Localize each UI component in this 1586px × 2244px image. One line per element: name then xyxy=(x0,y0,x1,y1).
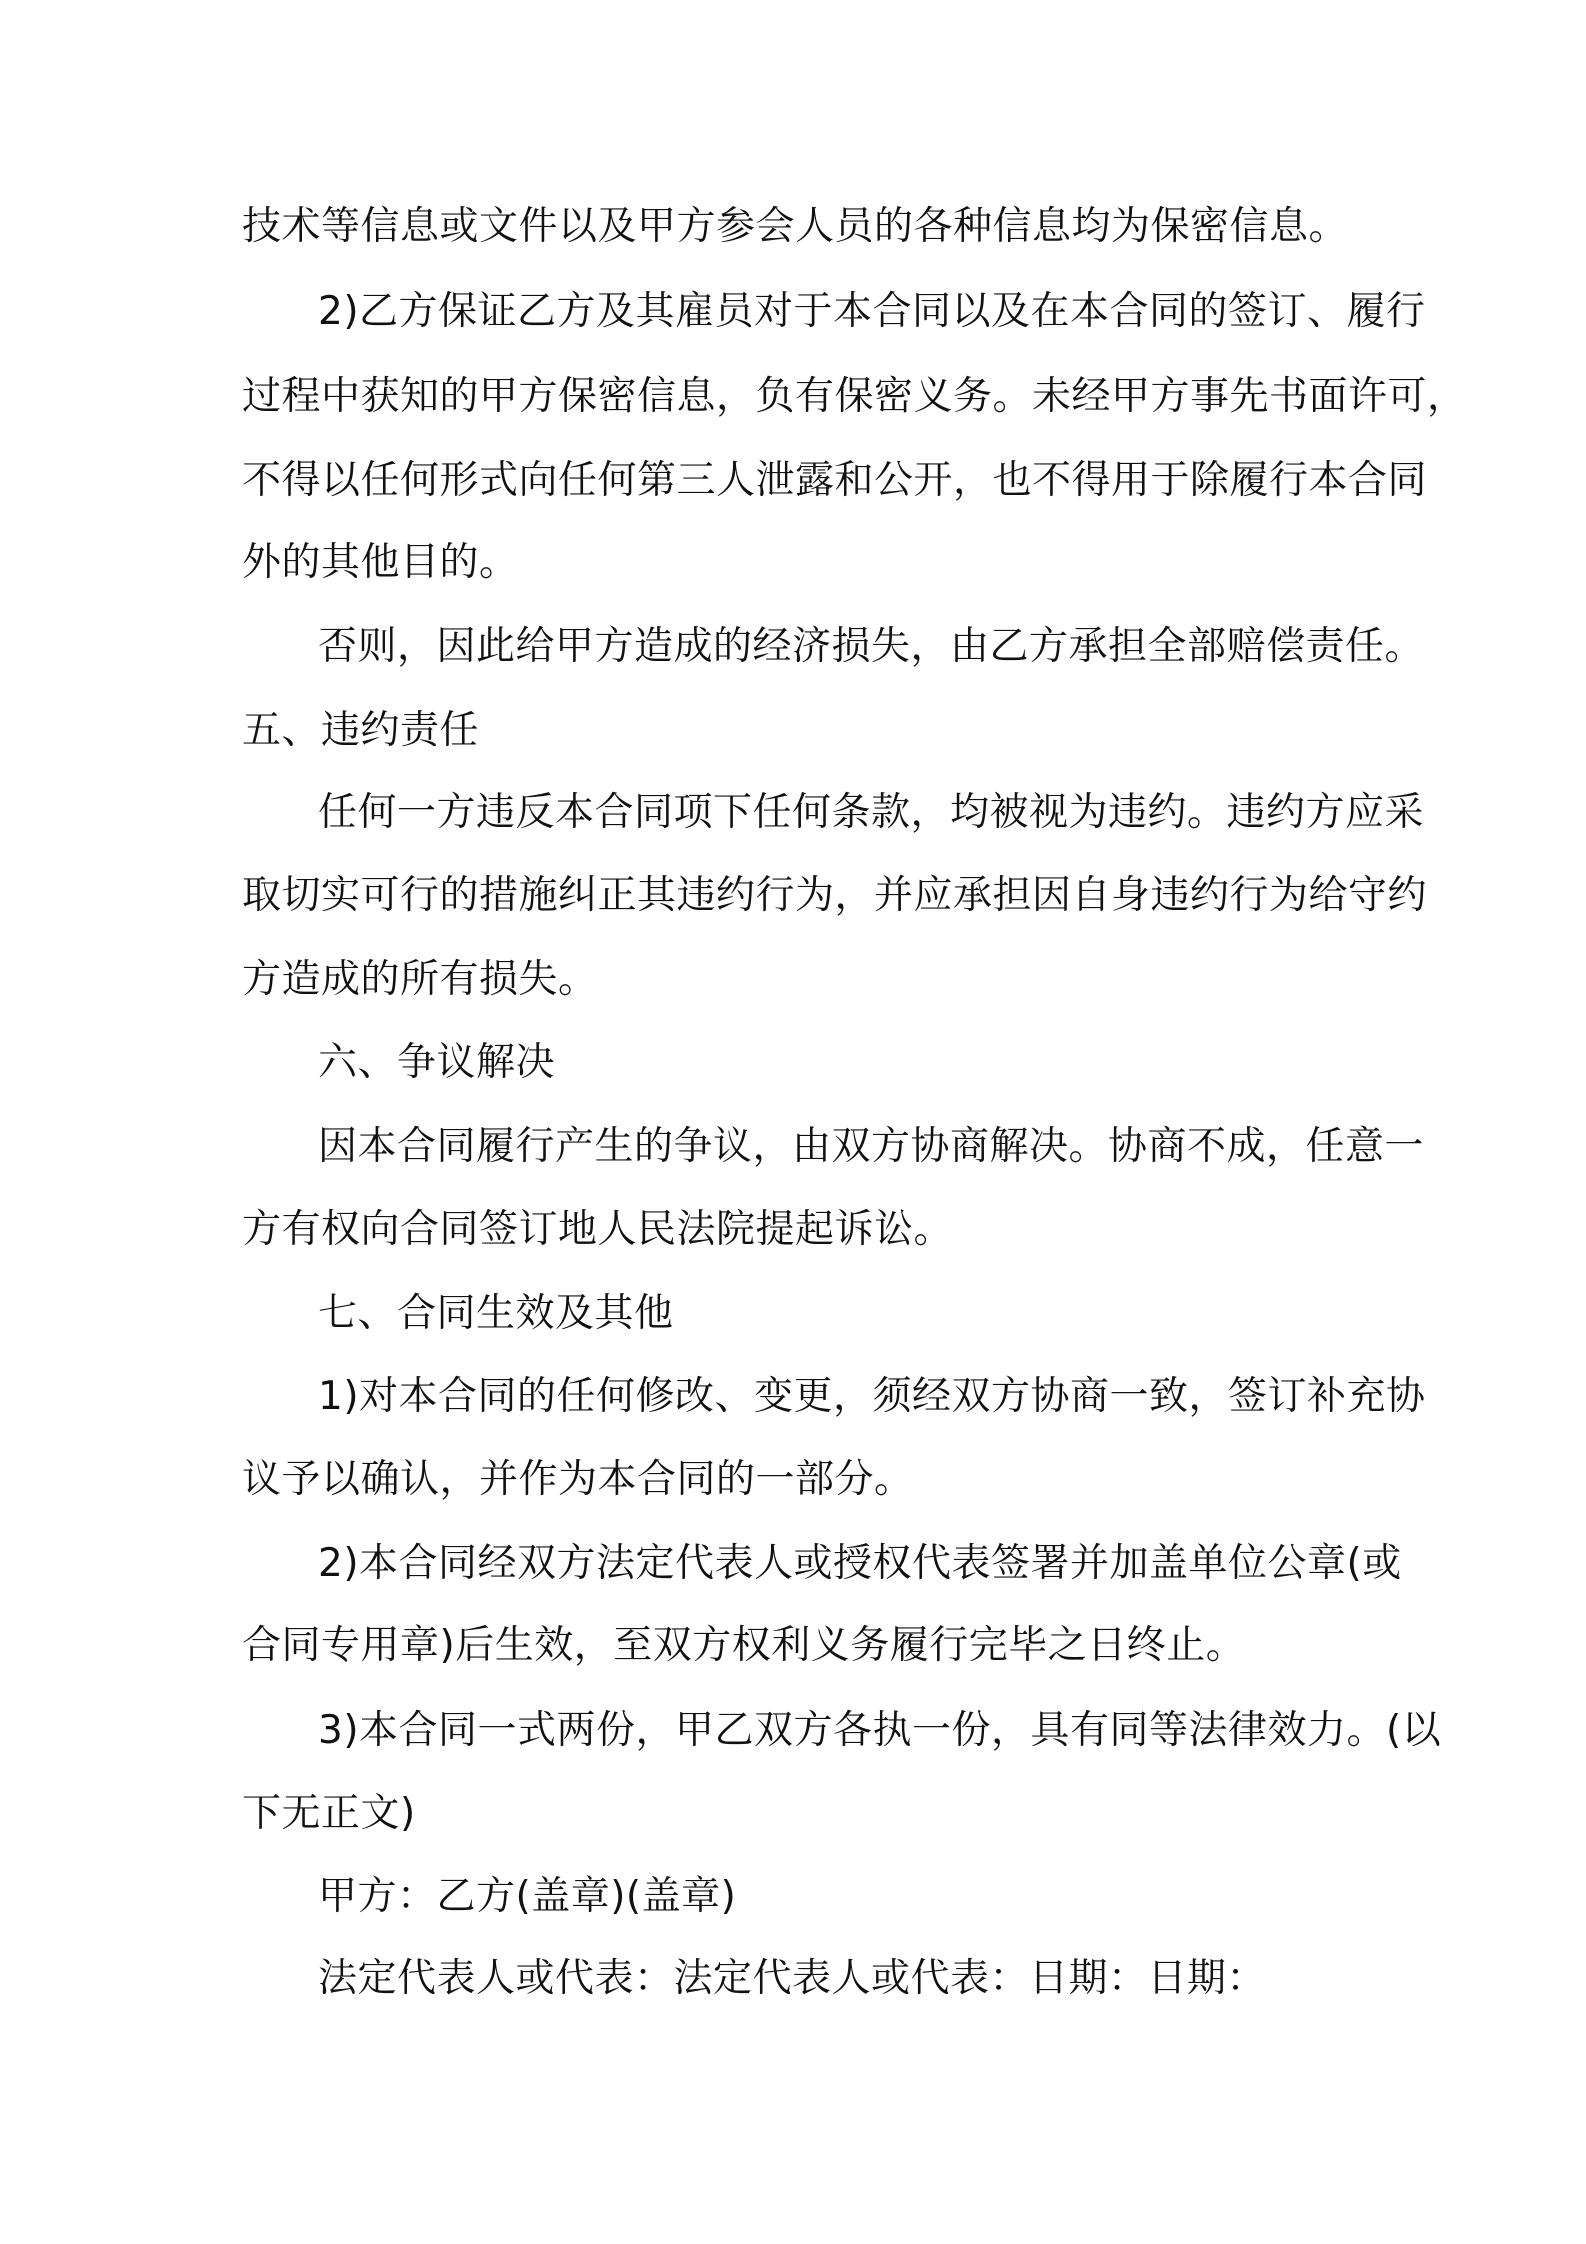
section-heading: 六、争议解决 xyxy=(318,1040,556,1085)
text-line: 因本合同履行产生的争议，由双方协商解决。协商不成，任意一 xyxy=(318,1124,1425,1169)
signature-parties: 甲方：乙方(盖章)(盖章) xyxy=(318,1874,737,1919)
text-line: 过程中获知的甲方保密信息，负有保密义务。未经甲方事先书面许可， xyxy=(242,374,1467,419)
text-line: 不得以任何形式向任何第三人泄露和公开，也不得用于除履行本合同 xyxy=(242,458,1428,503)
text-line: 任何一方违反本合同项下任何条款，均被视为违约。违约方应采 xyxy=(318,790,1425,835)
text-line: 合同专用章)后生效，至双方权利义务履行完毕之日终止。 xyxy=(242,1623,1246,1668)
text-line: 下无正文) xyxy=(242,1791,416,1836)
text-line: 1)对本合同的任何修改、变更，须经双方协商一致，签订补充协 xyxy=(318,1374,1426,1419)
signature-representatives: 法定代表人或代表：法定代表人或代表：日期：日期： xyxy=(318,1956,1267,2001)
section-heading: 七、合同生效及其他 xyxy=(318,1291,674,1336)
text-line: 方造成的所有损失。 xyxy=(242,957,598,1002)
text-line: 取切实可行的措施纠正其违约行为，并应承担因自身违约行为给守约 xyxy=(242,873,1428,918)
text-line: 议予以确认，并作为本合同的一部分。 xyxy=(242,1457,914,1502)
text-line: 3)本合同一式两份，甲乙双方各执一份，具有同等法律效力。(以 xyxy=(318,1708,1442,1753)
text-line: 外的其他目的。 xyxy=(242,540,519,585)
text-line: 2)本合同经双方法定代表人或授权代表签署并加盖单位公章(或 xyxy=(318,1541,1402,1586)
text-line: 否则，因此给甲方造成的经济损失，由乙方承担全部赔偿责任。 xyxy=(318,624,1425,669)
text-line: 技术等信息或文件以及甲方参会人员的各种信息均为保密信息。 xyxy=(242,204,1349,249)
text-line: 2)乙方保证乙方及其雇员对于本合同以及在本合同的签订、履行 xyxy=(318,289,1426,334)
text-line: 方有权向合同签订地人民法院提起诉讼。 xyxy=(242,1207,954,1252)
section-heading: 五、违约责任 xyxy=(242,708,480,753)
